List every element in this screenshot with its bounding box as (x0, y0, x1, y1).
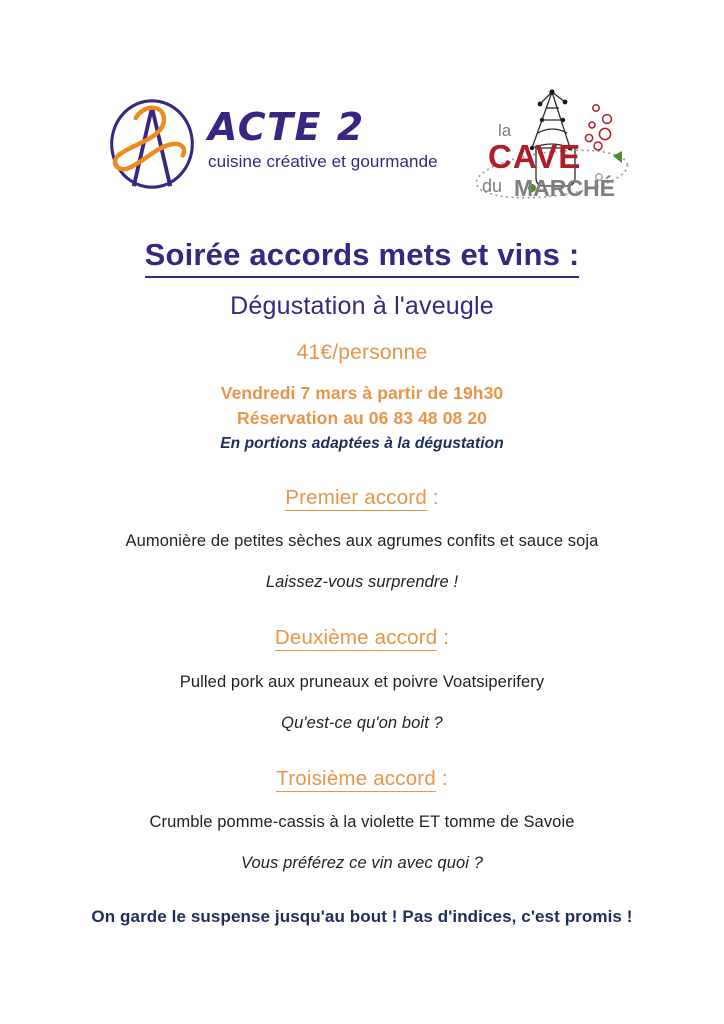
accord-heading-colon: : (437, 626, 450, 650)
svg-text:MARCHÉ: MARCHÉ (514, 175, 615, 201)
accord-heading-label: Deuxième accord (274, 626, 438, 650)
accord-heading-label: Premier accord (285, 485, 427, 509)
page-subtitle: Dégustation à l'aveugle (230, 291, 494, 320)
accord-item (0, 767, 724, 874)
cave-flask-bubbles-icon (470, 78, 635, 203)
accord-heading (0, 626, 724, 651)
accord-item (0, 626, 724, 733)
acte2-tagline: cuisine créative et gourmande (208, 152, 438, 171)
event-info (0, 381, 724, 456)
accord-heading (0, 767, 724, 792)
accord-teaser: Vous préférez ce vin avec quoi ? (241, 854, 483, 873)
page-title: Soirée accords mets et vins : (145, 237, 580, 278)
acte2-wordmark (208, 92, 438, 172)
accord-teaser: Qu'est-ce qu'on boit ? (281, 713, 443, 732)
accord-heading-colon: : (427, 485, 439, 509)
accord-teaser: Laissez-vous surprendre ! (265, 573, 459, 592)
header-logos (0, 0, 724, 215)
svg-text:CAVE: CAVE (488, 138, 582, 175)
accord-heading (0, 486, 724, 511)
accord-dish: Aumonière de petites sèches aux agrumes confits et sauce soja (125, 532, 599, 551)
acte2-title: ACTE 2 (208, 105, 365, 149)
accord-item (0, 486, 724, 593)
accord-heading-colon: : (435, 766, 448, 790)
portion-note: En portions adaptées à la dégustation (220, 435, 504, 453)
accord-heading-label: Troisième accord (276, 766, 436, 790)
accord-dish: Crumble pomme-cassis à la violette ET tomme de Savoie (149, 813, 575, 832)
footer-note: On garde le suspense jusqu'au bout ! Pas d'indices, c'est promis ! (91, 907, 633, 927)
reservation-phone-line: Réservation au 06 83 48 08 20 (236, 408, 487, 429)
accord-dish: Pulled pork aux pruneaux et poivre Voatsiperifery (179, 672, 545, 691)
cave-du-marche-logo (470, 78, 635, 203)
price-label: 41€/personne (296, 340, 428, 364)
acte2-logo (104, 92, 438, 194)
title-block (0, 237, 724, 321)
event-date-line: Vendredi 7 mars à partir de 19h30 (220, 382, 504, 403)
svg-text:du: du (482, 176, 503, 196)
accords-list (0, 486, 724, 874)
acte2-circle-a-monogram-icon (104, 94, 200, 194)
svg-text:la: la (498, 121, 512, 140)
